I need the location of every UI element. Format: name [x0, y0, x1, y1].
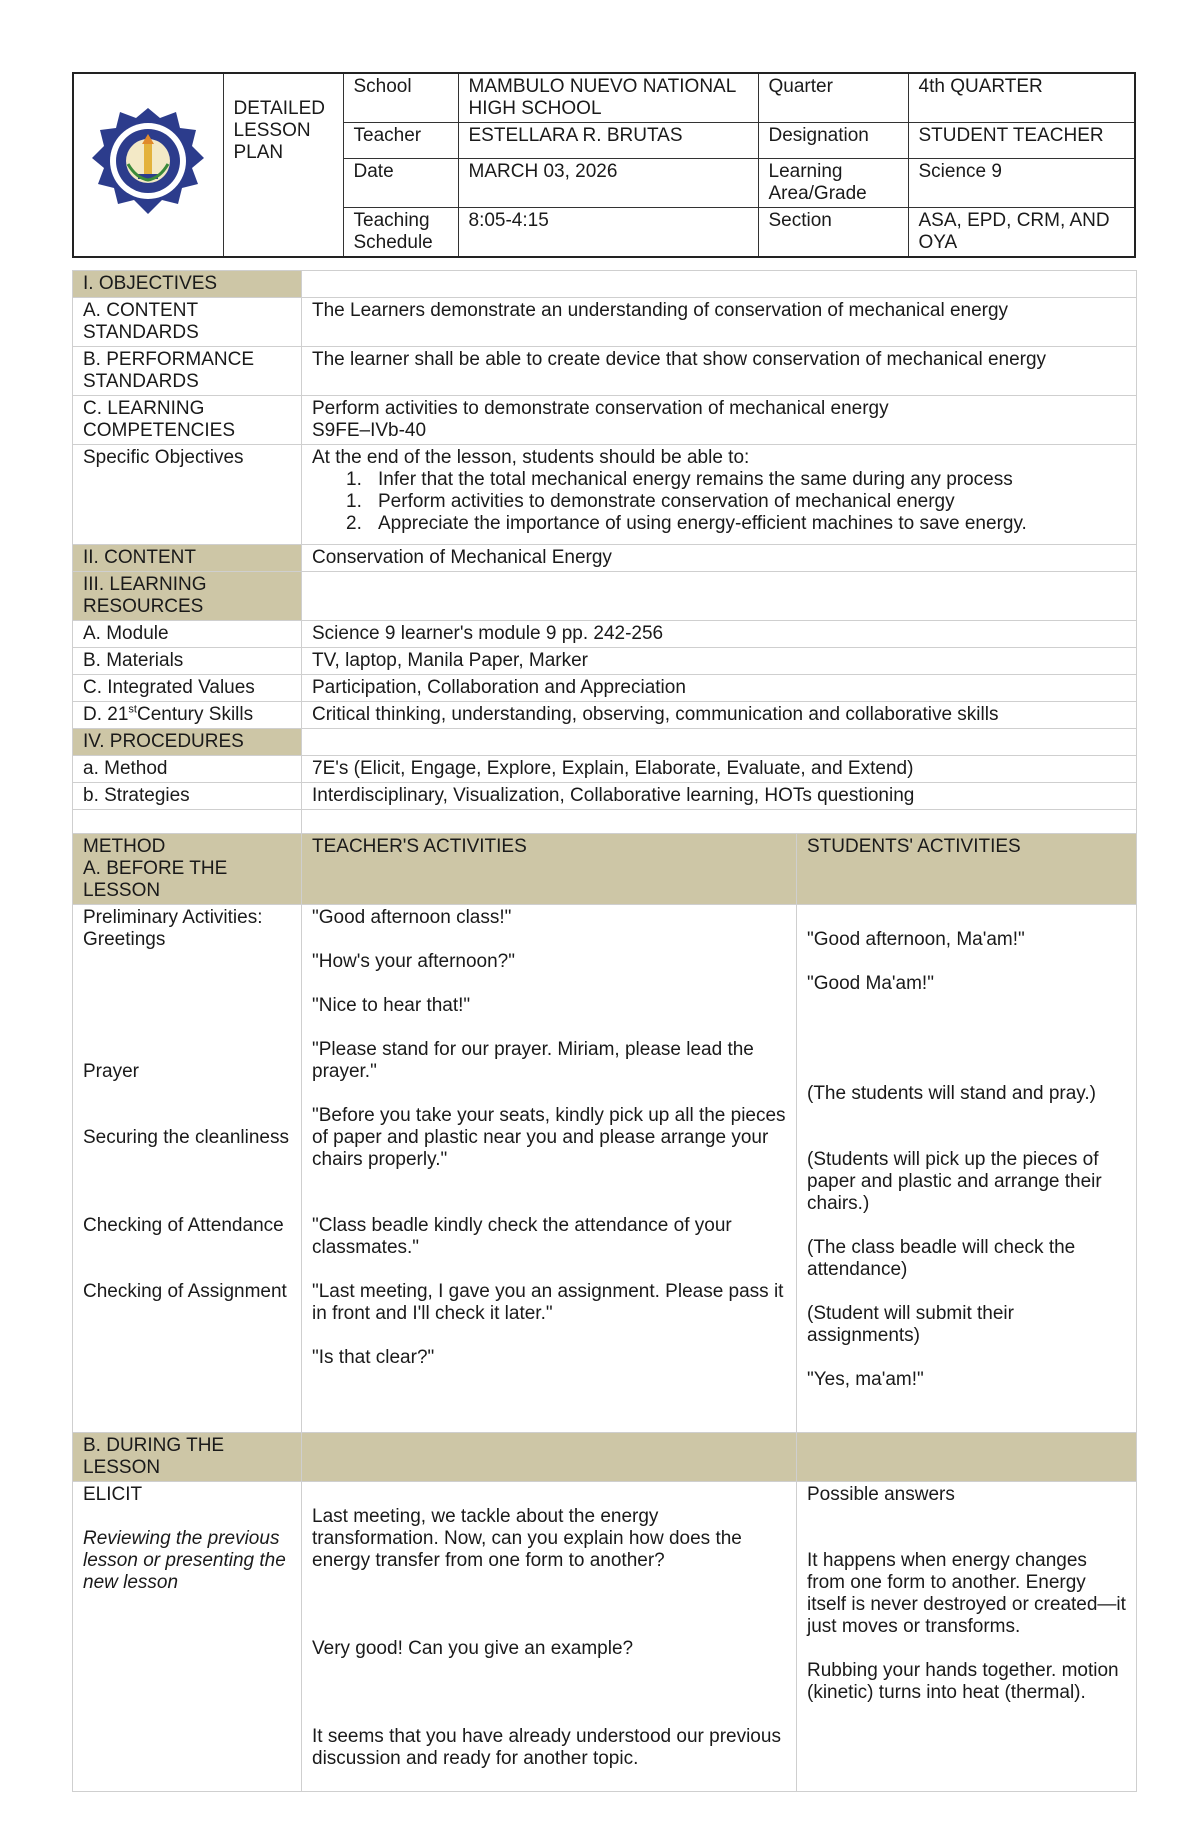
schedule-label: Teaching Schedule	[343, 208, 458, 258]
student-line: (The class beadle will check the attendance)	[807, 1237, 1076, 1280]
performance-standards-value: The learner shall be able to create device that show conservation of mechanical energy	[302, 347, 1137, 396]
specific-objectives-label: Specific Objectives	[73, 445, 302, 545]
title-line-3: PLAN	[233, 142, 284, 163]
teacher-line: Very good! Can you give an example?	[312, 1638, 634, 1659]
schedule-value: 8:05-4:15	[458, 208, 758, 258]
teacher-label: Teacher	[343, 123, 458, 159]
list-item: 2. Appreciate the importance of using energy-efficient machines to save energy.	[346, 513, 1027, 534]
prelim-label: Preliminary Activities:	[83, 907, 263, 928]
materials-label: B. Materials	[73, 648, 302, 675]
content-value: Conservation of Mechanical Energy	[302, 545, 1137, 572]
title-cell	[223, 73, 343, 257]
during-teacher-cell	[302, 1482, 797, 1792]
teacher-line: "Last meeting, I gave you an assignment. Please pass it in front and I'll check it later."	[312, 1281, 784, 1324]
strategies-row	[73, 783, 1137, 810]
procedures-row	[73, 729, 1137, 756]
student-line: (Student will submit their assignments)	[807, 1303, 1014, 1346]
cleanliness-label: Securing the cleanliness	[83, 1127, 289, 1148]
title-line-2: LESSON	[233, 120, 311, 141]
before-teacher-cell	[302, 905, 797, 1433]
during-method-cell	[73, 1482, 302, 1792]
skills-value: Critical thinking, understanding, observing, communication and collaborative skills	[302, 702, 1137, 729]
competencies-row	[73, 396, 1137, 445]
materials-row	[73, 648, 1137, 675]
school-label: School	[343, 73, 458, 123]
content-heading: II. CONTENT	[73, 545, 302, 572]
method-value: 7E's (Elicit, Engage, Explore, Explain, Elaborate, Evaluate, and Extend)	[302, 756, 1137, 783]
area-grade-label: Learning Area/Grade	[758, 159, 908, 208]
col-teacher-header: TEACHER'S ACTIVITIES	[302, 834, 797, 905]
before-lesson-row	[73, 905, 1137, 1433]
procedures-heading: IV. PROCEDURES	[73, 729, 302, 756]
designation-label: Designation	[758, 123, 908, 159]
list-item: 1. Perform activities to demonstrate conservation of mechanical energy	[346, 491, 955, 512]
resources-heading: III. LEARNING RESOURCES	[73, 572, 302, 621]
during-students-cell	[797, 1482, 1137, 1792]
teacher-value: ESTELLARA R. BRUTAS	[458, 123, 758, 159]
content-row	[73, 545, 1137, 572]
teacher-line: It seems that you have already understood our previous discussion and ready for another topic.	[312, 1726, 781, 1769]
col-method-header: METHOD A. BEFORE THE LESSON	[73, 834, 302, 905]
teacher-line: "How's your afternoon?"	[312, 951, 515, 972]
module-value: Science 9 learner's module 9 pp. 242-256	[302, 621, 1137, 648]
header-table	[72, 72, 1136, 258]
method-label: a. Method	[73, 756, 302, 783]
logo-cell	[73, 73, 223, 257]
designation-value: STUDENT TEACHER	[908, 123, 1135, 159]
student-line: "Good Ma'am!"	[807, 973, 934, 994]
competencies-label: C. LEARNING COMPETENCIES	[73, 396, 302, 445]
school-value: MAMBULO NUEVO NATIONAL HIGH SCHOOL	[458, 73, 758, 123]
greetings-label: Greetings	[83, 929, 166, 950]
performance-standards-label: B. PERFORMANCE STANDARDS	[73, 347, 302, 396]
specific-objectives-cell	[302, 445, 1137, 545]
student-line: It happens when energy changes from one form to another. Energy itself is never destroyed or created—it just moves or transforms.	[807, 1550, 1126, 1637]
area-grade-value: Science 9	[908, 159, 1135, 208]
specific-list	[312, 469, 1126, 535]
resources-row	[73, 572, 1137, 621]
teacher-line: "Is that clear?"	[312, 1347, 435, 1368]
student-line: "Yes, ma'am!"	[807, 1369, 924, 1390]
date-label: Date	[343, 159, 458, 208]
possible-answers-heading: Possible answers	[807, 1484, 955, 1505]
student-line: "Good afternoon, Ma'am!"	[807, 929, 1025, 950]
lesson-plan-table	[72, 270, 1137, 1792]
skills-label: D. 21stCentury Skills	[73, 702, 302, 729]
during-header-row	[73, 1433, 1137, 1482]
date-value: MARCH 03, 2026	[458, 159, 758, 208]
competencies-cell	[302, 396, 1137, 445]
specific-objectives-row	[73, 445, 1137, 545]
section-value: ASA, EPD, CRM, AND OYA	[908, 208, 1135, 258]
assignment-label: Checking of Assignment	[83, 1281, 287, 1302]
values-label: C. Integrated Values	[73, 675, 302, 702]
strategies-value: Interdisciplinary, Visualization, Collaborative learning, HOTs questioning	[302, 783, 1137, 810]
content-standards-value: The Learners demonstrate an understanding of conservation of mechanical energy	[302, 298, 1137, 347]
before-students-cell	[797, 905, 1137, 1433]
quarter-value: 4th QUARTER	[908, 73, 1135, 123]
teacher-line: Last meeting, we tackle about the energy transformation. Now, can you explain how does the energy transfer from one form to another?	[312, 1506, 742, 1571]
elicit-label: ELICIT	[83, 1484, 143, 1505]
module-label: A. Module	[73, 621, 302, 648]
elicit-description: Reviewing the previous lesson or presenting the new lesson	[83, 1528, 286, 1593]
strategies-label: b. Strategies	[73, 783, 302, 810]
col-students-header: STUDENTS' ACTIVITIES	[797, 834, 1137, 905]
spacer-row	[73, 810, 1137, 834]
before-method-cell	[73, 905, 302, 1433]
objectives-heading: I. OBJECTIVES	[73, 271, 302, 298]
content-standards-label: A. CONTENT STANDARDS	[73, 298, 302, 347]
skills-row	[73, 702, 1137, 729]
title-line-1: DETAILED	[233, 98, 326, 119]
specific-intro: At the end of the lesson, students should be able to:	[312, 447, 750, 468]
section-label: Section	[758, 208, 908, 258]
teacher-line: "Good afternoon class!"	[312, 907, 512, 928]
teacher-line: "Class beadle kindly check the attendance of your classmates."	[312, 1215, 732, 1258]
quarter-label: Quarter	[758, 73, 908, 123]
school-logo	[88, 106, 208, 218]
values-row	[73, 675, 1137, 702]
prayer-label: Prayer	[83, 1061, 139, 1082]
performance-standards-row	[73, 347, 1137, 396]
objectives-row	[73, 271, 1137, 298]
before-heading: A. BEFORE THE LESSON	[83, 858, 228, 901]
activities-header-row	[73, 834, 1137, 905]
teacher-line: "Before you take your seats, kindly pick up all the pieces of paper and plastic near you and please arrange your chairs properly."	[312, 1105, 786, 1170]
list-item: 1. Infer that the total mechanical energy remains the same during any process	[346, 469, 1013, 490]
teacher-line: "Nice to hear that!"	[312, 995, 471, 1016]
student-line: (Students will pick up the pieces of paper and plastic and arrange their chairs.)	[807, 1149, 1102, 1214]
during-heading: B. DURING THE LESSON	[73, 1433, 302, 1482]
teacher-line: "Please stand for our prayer. Miriam, please lead the prayer."	[312, 1039, 754, 1082]
competencies-value: Perform activities to demonstrate conservation of mechanical energy	[312, 398, 889, 419]
during-lesson-row	[73, 1482, 1137, 1792]
module-row	[73, 621, 1137, 648]
attendance-label: Checking of Attendance	[83, 1215, 284, 1236]
competency-code: S9FE–IVb-40	[312, 420, 427, 441]
student-line: Rubbing your hands together. motion (kinetic) turns into heat (thermal).	[807, 1660, 1119, 1703]
student-line: (The students will stand and pray.)	[807, 1083, 1097, 1104]
materials-value: TV, laptop, Manila Paper, Marker	[302, 648, 1137, 675]
method-row	[73, 756, 1137, 783]
content-standards-row	[73, 298, 1137, 347]
values-value: Participation, Collaboration and Appreciation	[302, 675, 1137, 702]
